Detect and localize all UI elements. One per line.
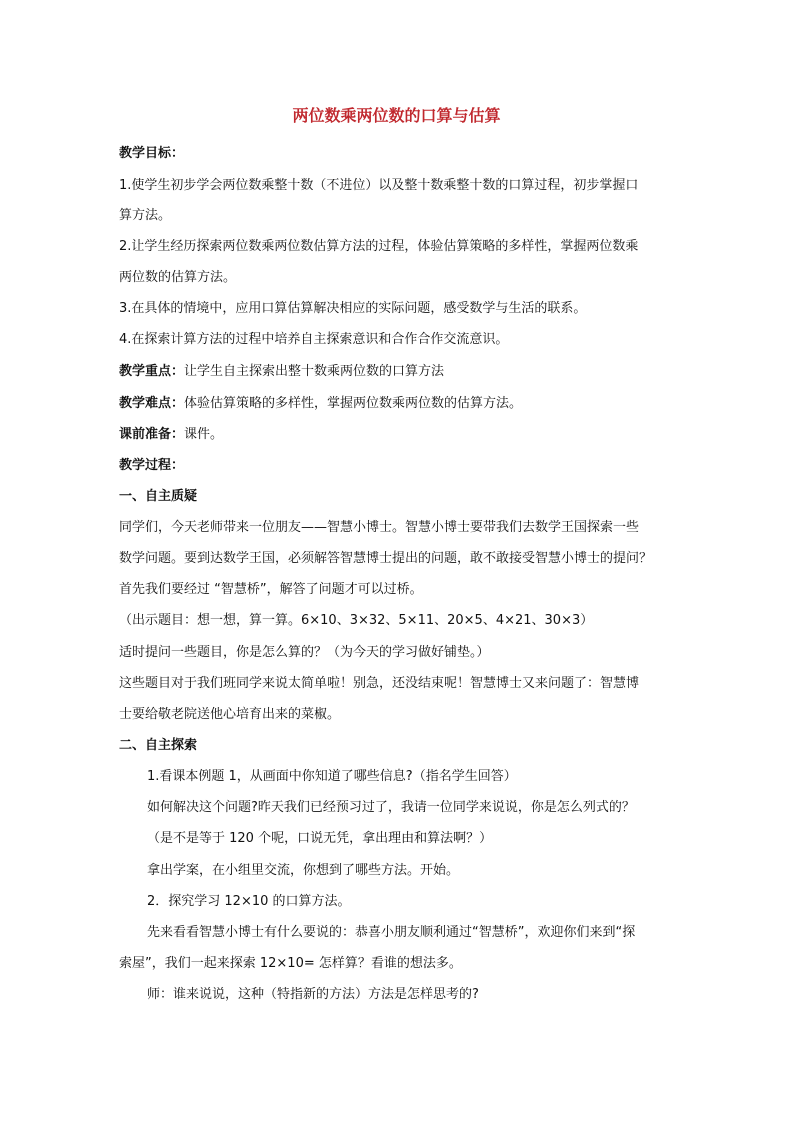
key-point — [119, 362, 679, 382]
key-point-label: 教学重点： — [119, 364, 185, 379]
section-1-paragraph-1-line-2: 数学问题。要到达数学王国，必须解答智慧博士提出的问题，敢不敢接受智慧小博士的提问？ — [119, 551, 653, 566]
objective-1-line-2: 算方法。 — [119, 208, 172, 223]
section-2-step-6: 先来看看智慧小博士有什么要说的：恭喜小朋友顺利通过“智慧桥”，欢迎你们来到“探 — [147, 925, 636, 940]
difficulty-label: 教学难点： — [119, 396, 185, 411]
section-1-paragraph-1-line-3: 首先我们要经过 “智慧桥”，解答了问题才可以过桥。 — [119, 582, 423, 597]
section-1-paragraph-2: （出示题目：想一想，算一算。6×10、3×32、5×11、20×5、4×21、30×3） — [119, 613, 594, 628]
section-1-paragraph-4-line-1: 这些题目对于我们班同学来说太简单啦！别急，还没结束呢！智慧博士又来问题了：智慧博 — [119, 676, 640, 691]
section-1-paragraph-1-line-1: 同学们，今天老师带来一位朋友——智慧小博士。智慧小博士要带我们去数学王国探索一些 — [119, 520, 640, 535]
section-2-step-3: （是不是等于 120 个呢，口说无凭，拿出理由和算法啊？） — [147, 831, 493, 846]
objective-2-line-1: 2.让学生经历探索两位数乘两位数估算方法的过程，体验估算策略的多样性，掌握两位数乘 — [119, 239, 639, 254]
objectives-heading: 教学目标： — [119, 146, 185, 161]
section-2-heading: 二、自主探索 — [119, 738, 198, 753]
difficulty — [119, 394, 679, 414]
objective-3: 3.在具体的情境中，应用口算估算解决相应的实际问题，感受数学与生活的联系。 — [119, 301, 587, 316]
objective-2-line-2: 两位数的估算方法。 — [119, 270, 237, 285]
key-point-text: 让学生自主探索出整十数乘两位数的口算方法 — [184, 364, 445, 379]
section-2-step-5: 2．探究学习 12×10 的口算方法。 — [147, 894, 351, 909]
section-2-step-7: 索屋”，我们一起来探索 12×10= 怎样算？看谁的想法多。 — [119, 956, 462, 971]
objective-1-line-1: 1.使学生初步学会两位数乘整十数（不进位）以及整十数乘整十数的口算过程，初步掌握口 — [119, 178, 639, 193]
difficulty-text: 体验估算策略的多样性，掌握两位数乘两位数的估算方法。 — [184, 396, 523, 411]
preparation — [119, 425, 679, 445]
process-heading: 教学过程： — [119, 458, 185, 473]
section-2-step-4: 拿出学案，在小组里交流，你想到了哪些方法。开始。 — [147, 863, 460, 878]
section-2-step-2: 如何解决这个问题?昨天我们已经预习过了，我请一位同学来说说，你是怎么列式的？ — [147, 800, 635, 815]
document-title: 两位数乘两位数的口算与估算 — [292, 106, 501, 125]
section-1-heading: 一、自主质疑 — [119, 489, 198, 504]
objective-4: 4.在探索计算方法的过程中培养自主探索意识和合作合作交流意识。 — [119, 332, 509, 347]
preparation-text: 课件。 — [184, 427, 224, 442]
section-2-step-1: 1.看课本例题 1，从画面中你知道了哪些信息?（指名学生回答） — [147, 769, 517, 784]
section-1-paragraph-4-line-2: 士要给敬老院送他心培育出来的菜椒。 — [119, 707, 341, 722]
preparation-label: 课前准备： — [119, 427, 185, 442]
section-1-paragraph-3: 适时提问一些题目，你是怎么算的？（为今天的学习做好铺垫。） — [119, 645, 490, 660]
section-2-step-8: 师：谁来说说，这种（特指新的方法）方法是怎样思考的? — [147, 987, 479, 1002]
